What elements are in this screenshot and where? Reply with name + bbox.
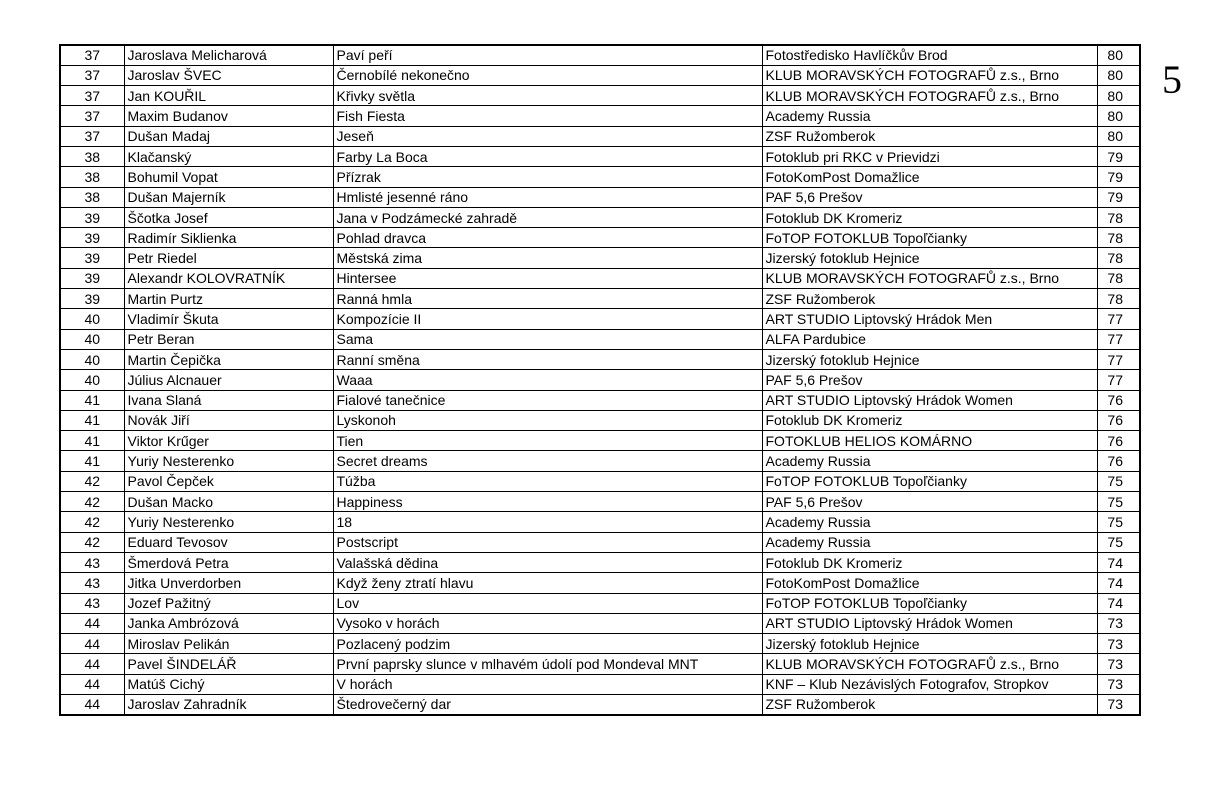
score-cell: 79	[1097, 146, 1140, 166]
photo-title-cell: Fish Fiesta	[333, 106, 762, 126]
score-cell: 76	[1097, 410, 1140, 430]
photo-title-cell: Sama	[333, 329, 762, 349]
author-cell: Martin Čepička	[124, 349, 333, 369]
photo-title-cell: Farby La Boca	[333, 146, 762, 166]
author-cell: Bohumil Vopat	[124, 167, 333, 187]
table-row	[60, 45, 1140, 65]
club-cell: Academy Russia	[762, 512, 1097, 532]
table-row	[60, 390, 1140, 410]
photo-title-cell: Městská zima	[333, 248, 762, 268]
score-cell: 73	[1097, 695, 1140, 715]
table-row	[60, 552, 1140, 572]
rank-cell: 39	[60, 207, 124, 227]
photo-title-cell: Hmlisté jesenné ráno	[333, 187, 762, 207]
club-cell: KLUB MORAVSKÝCH FOTOGRAFŮ z.s., Brno	[762, 86, 1097, 106]
photo-title-cell: Postscript	[333, 532, 762, 552]
club-cell: PAF 5,6 Prešov	[762, 187, 1097, 207]
table-row	[60, 593, 1140, 613]
photo-title-cell: Ranná hmla	[333, 289, 762, 309]
rank-cell: 44	[60, 654, 124, 674]
table-row	[60, 410, 1140, 430]
photo-title-cell: První paprsky slunce v mlhavém údolí pod Mondeval MNT	[333, 654, 762, 674]
rank-cell: 37	[60, 86, 124, 106]
rank-cell: 42	[60, 492, 124, 512]
table-row	[60, 268, 1140, 288]
photo-title-cell: Jeseň	[333, 126, 762, 146]
club-cell: KLUB MORAVSKÝCH FOTOGRAFŮ z.s., Brno	[762, 654, 1097, 674]
photo-title-cell: Hintersee	[333, 268, 762, 288]
photo-title-cell: Křivky světla	[333, 86, 762, 106]
score-cell: 73	[1097, 674, 1140, 694]
rank-cell: 40	[60, 309, 124, 329]
table-row	[60, 634, 1140, 654]
author-cell: Jozef Pažitný	[124, 593, 333, 613]
rank-cell: 39	[60, 248, 124, 268]
club-cell: Fotoklub DK Kromeriz	[762, 410, 1097, 430]
score-cell: 80	[1097, 86, 1140, 106]
rank-cell: 38	[60, 167, 124, 187]
rank-cell: 43	[60, 573, 124, 593]
table-row	[60, 451, 1140, 471]
score-cell: 73	[1097, 654, 1140, 674]
club-cell: Jizerský fotoklub Hejnice	[762, 634, 1097, 654]
score-cell: 74	[1097, 573, 1140, 593]
table-row	[60, 86, 1140, 106]
page-number: 5	[1162, 57, 1182, 102]
club-cell: Academy Russia	[762, 106, 1097, 126]
author-cell: Miroslav Pelikán	[124, 634, 333, 654]
club-cell: ALFA Pardubice	[762, 329, 1097, 349]
photo-title-cell: Túžba	[333, 471, 762, 491]
club-cell: ZSF Ružomberok	[762, 695, 1097, 715]
photo-title-cell: V horách	[333, 674, 762, 694]
table-row	[60, 613, 1140, 633]
club-cell: ART STUDIO Liptovský Hrádok Women	[762, 390, 1097, 410]
club-cell: FoTOP FOTOKLUB Topoľčianky	[762, 228, 1097, 248]
photo-title-cell: Kompozície II	[333, 309, 762, 329]
club-cell: Academy Russia	[762, 451, 1097, 471]
author-cell: Pavel ŠINDELÁŘ	[124, 654, 333, 674]
results-table-body	[60, 45, 1140, 715]
table-row	[60, 65, 1140, 85]
table-row	[60, 532, 1140, 552]
table-row	[60, 167, 1140, 187]
rank-cell: 37	[60, 106, 124, 126]
author-cell: Dušan Majerník	[124, 187, 333, 207]
photo-title-cell: Valašská dědina	[333, 552, 762, 572]
club-cell: KNF – Klub Nezávislých Fotografov, Stropkov	[762, 674, 1097, 694]
table-row	[60, 146, 1140, 166]
results-table	[59, 44, 1141, 716]
rank-cell: 37	[60, 65, 124, 85]
score-cell: 78	[1097, 248, 1140, 268]
rank-cell: 44	[60, 634, 124, 654]
author-cell: Dušan Macko	[124, 492, 333, 512]
score-cell: 77	[1097, 370, 1140, 390]
author-cell: Ivana Slaná	[124, 390, 333, 410]
rank-cell: 38	[60, 187, 124, 207]
table-row	[60, 126, 1140, 146]
rank-cell: 42	[60, 512, 124, 532]
photo-title-cell: Jana v Podzámecké zahradě	[333, 207, 762, 227]
table-row	[60, 695, 1140, 715]
club-cell: ZSF Ružomberok	[762, 289, 1097, 309]
author-cell: Vladimír Škuta	[124, 309, 333, 329]
author-cell: Jan KOUŘIL	[124, 86, 333, 106]
score-cell: 74	[1097, 593, 1140, 613]
author-cell: Yuriy Nesterenko	[124, 451, 333, 471]
rank-cell: 43	[60, 552, 124, 572]
club-cell: FotoKomPost Domažlice	[762, 167, 1097, 187]
author-cell: Eduard Tevosov	[124, 532, 333, 552]
club-cell: ART STUDIO Liptovský Hrádok Men	[762, 309, 1097, 329]
rank-cell: 41	[60, 451, 124, 471]
rank-cell: 39	[60, 228, 124, 248]
score-cell: 73	[1097, 613, 1140, 633]
author-cell: Martin Purtz	[124, 289, 333, 309]
author-cell: Dušan Madaj	[124, 126, 333, 146]
score-cell: 80	[1097, 126, 1140, 146]
score-cell: 77	[1097, 309, 1140, 329]
table-row	[60, 309, 1140, 329]
photo-title-cell: Když ženy ztratí hlavu	[333, 573, 762, 593]
author-cell: Radimír Siklienka	[124, 228, 333, 248]
club-cell: ART STUDIO Liptovský Hrádok Women	[762, 613, 1097, 633]
club-cell: Fotostředisko Havlíčkův Brod	[762, 45, 1097, 65]
table-row	[60, 289, 1140, 309]
score-cell: 75	[1097, 532, 1140, 552]
photo-title-cell: Fialové tanečnice	[333, 390, 762, 410]
score-cell: 79	[1097, 167, 1140, 187]
club-cell: FOTOKLUB HELIOS KOMÁRNO	[762, 431, 1097, 451]
club-cell: Academy Russia	[762, 532, 1097, 552]
photo-title-cell: Tien	[333, 431, 762, 451]
rank-cell: 43	[60, 593, 124, 613]
rank-cell: 37	[60, 126, 124, 146]
club-cell: FotoKomPost Domažlice	[762, 573, 1097, 593]
author-cell: Július Alcnauer	[124, 370, 333, 390]
score-cell: 77	[1097, 329, 1140, 349]
photo-title-cell: Lyskonoh	[333, 410, 762, 430]
club-cell: Fotoklub DK Kromeriz	[762, 552, 1097, 572]
rank-cell: 41	[60, 431, 124, 451]
club-cell: PAF 5,6 Prešov	[762, 370, 1097, 390]
score-cell: 74	[1097, 552, 1140, 572]
rank-cell: 39	[60, 289, 124, 309]
club-cell: ZSF Ružomberok	[762, 126, 1097, 146]
score-cell: 76	[1097, 431, 1140, 451]
club-cell: Jizerský fotoklub Hejnice	[762, 349, 1097, 369]
score-cell: 78	[1097, 207, 1140, 227]
table-row	[60, 370, 1140, 390]
table-row	[60, 492, 1140, 512]
table-row	[60, 248, 1140, 268]
club-cell: Fotoklub DK Kromeriz	[762, 207, 1097, 227]
table-row	[60, 228, 1140, 248]
photo-title-cell: Pozlacený podzim	[333, 634, 762, 654]
club-cell: KLUB MORAVSKÝCH FOTOGRAFŮ z.s., Brno	[762, 268, 1097, 288]
photo-title-cell: Černobílé nekonečno	[333, 65, 762, 85]
table-row	[60, 349, 1140, 369]
table-row	[60, 512, 1140, 532]
club-cell: FoTOP FOTOKLUB Topoľčianky	[762, 593, 1097, 613]
score-cell: 78	[1097, 228, 1140, 248]
author-cell: Jaroslava Melicharová	[124, 45, 333, 65]
rank-cell: 40	[60, 349, 124, 369]
photo-title-cell: 18	[333, 512, 762, 532]
author-cell: Šmerdová Petra	[124, 552, 333, 572]
score-cell: 76	[1097, 390, 1140, 410]
table-row	[60, 654, 1140, 674]
author-cell: Viktor Krűger	[124, 431, 333, 451]
score-cell: 75	[1097, 471, 1140, 491]
rank-cell: 38	[60, 146, 124, 166]
author-cell: Novák Jiří	[124, 410, 333, 430]
author-cell: Jaroslav ŠVEC	[124, 65, 333, 85]
author-cell: Petr Riedel	[124, 248, 333, 268]
photo-title-cell: Štedrovečerný dar	[333, 695, 762, 715]
table-row	[60, 187, 1140, 207]
rank-cell: 39	[60, 268, 124, 288]
photo-title-cell: Happiness	[333, 492, 762, 512]
photo-title-cell: Přízrak	[333, 167, 762, 187]
score-cell: 76	[1097, 451, 1140, 471]
table-row	[60, 471, 1140, 491]
table-row	[60, 573, 1140, 593]
rank-cell: 41	[60, 390, 124, 410]
rank-cell: 42	[60, 471, 124, 491]
author-cell: Alexandr KOLOVRATNÍK	[124, 268, 333, 288]
rank-cell: 42	[60, 532, 124, 552]
rank-cell: 40	[60, 329, 124, 349]
club-cell: Fotoklub pri RKC v Prievidzi	[762, 146, 1097, 166]
author-cell: Jaroslav Zahradník	[124, 695, 333, 715]
rank-cell: 37	[60, 45, 124, 65]
table-row	[60, 106, 1140, 126]
author-cell: Yuriy Nesterenko	[124, 512, 333, 532]
photo-title-cell: Vysoko v horách	[333, 613, 762, 633]
author-cell: Ščotka Josef	[124, 207, 333, 227]
photo-title-cell: Secret dreams	[333, 451, 762, 471]
author-cell: Pavol Čepček	[124, 471, 333, 491]
club-cell: KLUB MORAVSKÝCH FOTOGRAFŮ z.s., Brno	[762, 65, 1097, 85]
score-cell: 80	[1097, 106, 1140, 126]
author-cell: Jitka Unverdorben	[124, 573, 333, 593]
photo-title-cell: Paví peří	[333, 45, 762, 65]
club-cell: FoTOP FOTOKLUB Topoľčianky	[762, 471, 1097, 491]
table-row	[60, 674, 1140, 694]
table-row	[60, 329, 1140, 349]
score-cell: 77	[1097, 349, 1140, 369]
photo-title-cell: Pohlad dravca	[333, 228, 762, 248]
score-cell: 78	[1097, 268, 1140, 288]
author-cell: Matúš Cichý	[124, 674, 333, 694]
table-row	[60, 431, 1140, 451]
photo-title-cell: Lov	[333, 593, 762, 613]
rank-cell: 44	[60, 695, 124, 715]
club-cell: Jizerský fotoklub Hejnice	[762, 248, 1097, 268]
score-cell: 79	[1097, 187, 1140, 207]
score-cell: 80	[1097, 45, 1140, 65]
author-cell: Maxim Budanov	[124, 106, 333, 126]
rank-cell: 44	[60, 613, 124, 633]
rank-cell: 40	[60, 370, 124, 390]
author-cell: Petr Beran	[124, 329, 333, 349]
rank-cell: 41	[60, 410, 124, 430]
author-cell: Klačanský	[124, 146, 333, 166]
photo-title-cell: Ranní směna	[333, 349, 762, 369]
table-row	[60, 207, 1140, 227]
score-cell: 75	[1097, 492, 1140, 512]
club-cell: PAF 5,6 Prešov	[762, 492, 1097, 512]
photo-title-cell: Waaa	[333, 370, 762, 390]
score-cell: 80	[1097, 65, 1140, 85]
score-cell: 73	[1097, 634, 1140, 654]
score-cell: 75	[1097, 512, 1140, 532]
score-cell: 78	[1097, 289, 1140, 309]
author-cell: Janka Ambrózová	[124, 613, 333, 633]
rank-cell: 44	[60, 674, 124, 694]
